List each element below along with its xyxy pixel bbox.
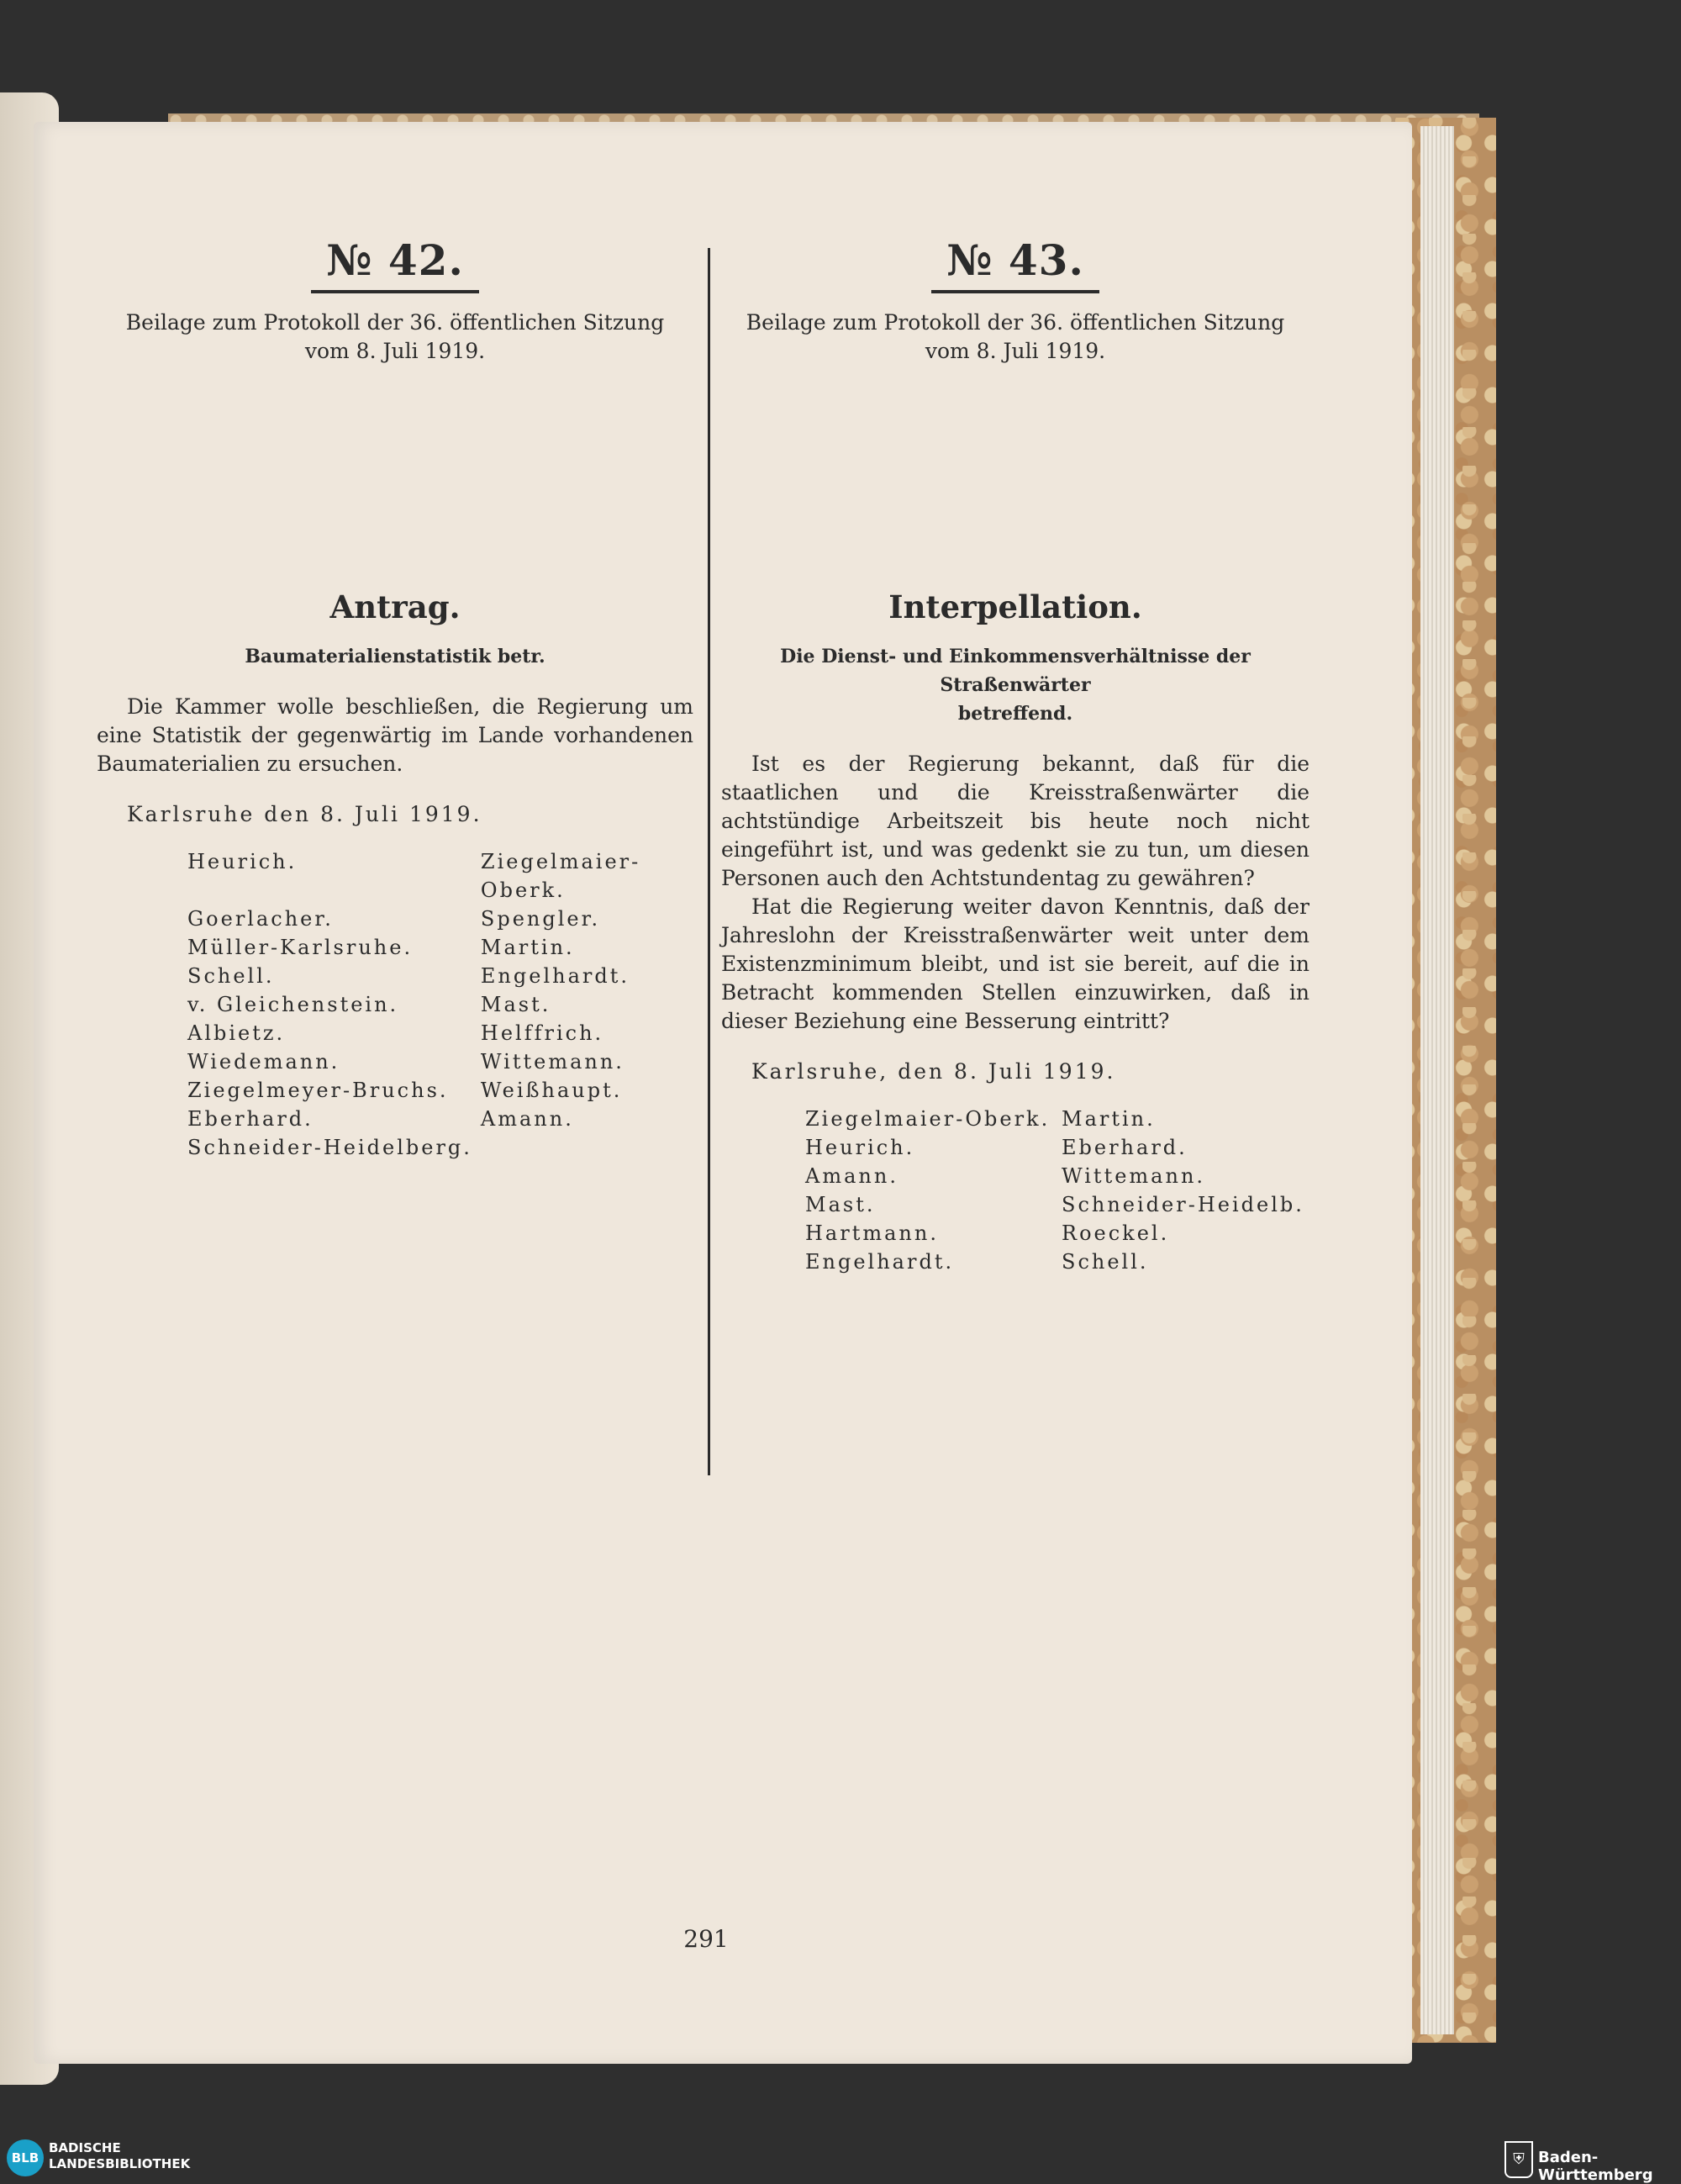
signature: Schell. [1062,1250,1149,1274]
signature: Heurich. [805,1136,915,1159]
signature: v. Gleichenstein. [187,993,399,1016]
column-divider [708,248,710,1475]
library-name: BADISCHE LANDESBIBLIOTHEK [49,2140,191,2171]
signature [481,1133,693,1162]
signature: Spengler. [480,907,601,931]
signature: Goerlacher. [187,907,334,931]
state-crest-icon: ⛨ [1504,2141,1533,2178]
place-date: Karlsruhe den 8. Juli 1919. [127,802,482,826]
signature: Heurich. [187,850,298,873]
page-number: 291 [683,1925,729,1953]
signature: Müller-Karlsruhe. [187,936,414,959]
document-number: № 43. [721,235,1309,293]
signature: Mast. [805,1193,876,1216]
paragraph: Hat die Regierung weiter davon Kenntnis, daß der Jahreslohn der Kreisstraßenwärter weit unter dem Existenzminimum bleibt, und ist sie bereit, auf die in Betracht kommenden Stellen einzuwirken, daß in dieser Beziehung eine Besserung eintritt? [721,894,1309,1033]
document-number: № 42. [97,235,693,293]
signature: Eberhard. [1062,1136,1188,1159]
blb-logo-icon: BLB [7,2139,44,2176]
signature: Martin. [1062,1107,1156,1131]
footer-bar [0,2135,1681,2179]
page-stack-edge [1420,126,1454,2034]
signature: Wittemann. [480,1050,624,1074]
section-subheading: Baumaterialienstatistik betr. [245,646,545,667]
signature: Ziegelmaier-Oberk. [480,850,641,902]
beilage-note: Beilage zum Protokoll der 36. öffentlichen Sitzung vom 8. Juli 1919. [125,310,665,363]
signature: Engelhardt. [805,1250,955,1274]
place-date: Karlsruhe, den 8. Juli 1919. [751,1059,1116,1084]
left-column [97,235,693,1162]
signature-list [721,1105,1309,1276]
signature: Schell. [187,964,275,988]
signature: Schneider-Heidelberg. [187,1136,472,1159]
signature: Mast. [480,993,551,1016]
signature: Martin. [480,936,575,959]
signature: Amann. [480,1107,574,1131]
signature: Helffrich. [480,1021,604,1045]
section-heading: Antrag. [329,588,461,625]
signature: Roeckel. [1062,1221,1170,1245]
signature: Ziegelmaier-Oberk. [805,1107,1051,1131]
section-subheading: Die Dienst- und Einkommensverhältnisse der Straßenwärter betreffend. [780,646,1251,725]
signature: Schneider-Heidelb. [1062,1193,1304,1216]
right-column [721,235,1309,1276]
signature: Engelhardt. [480,964,630,988]
signature: Amann. [805,1164,898,1188]
signature: Albietz. [187,1021,286,1045]
signature: Wiedemann. [187,1050,340,1074]
section-heading: Interpellation. [888,588,1142,625]
state-name: Baden-Württemberg [1538,2149,1653,2184]
beilage-note: Beilage zum Protokoll der 36. öffentlichen Sitzung vom 8. Juli 1919. [746,310,1285,363]
signature: Eberhard. [187,1107,314,1131]
signature: Weißhaupt. [480,1079,623,1102]
signature: Hartmann. [805,1221,939,1245]
signature-list [97,847,693,1162]
paragraph: Ist es der Regierung bekannt, daß für die staatlichen und die Kreisstraßenwärter die achtstündige Arbeitszeit bis heute noch nicht eingeführt ist, und was gedenkt sie zu tun, um diesen Personen auch den Achtstundentag zu gewähren? [721,752,1309,890]
signature: Ziegelmeyer-Bruchs. [187,1079,449,1102]
signature: Wittemann. [1062,1164,1206,1188]
paragraph: Die Kammer wolle beschließen, die Regierung um eine Statistik der gegenwärtig im Lande vorhandenen Baumaterialien zu ersuchen. [97,694,693,776]
